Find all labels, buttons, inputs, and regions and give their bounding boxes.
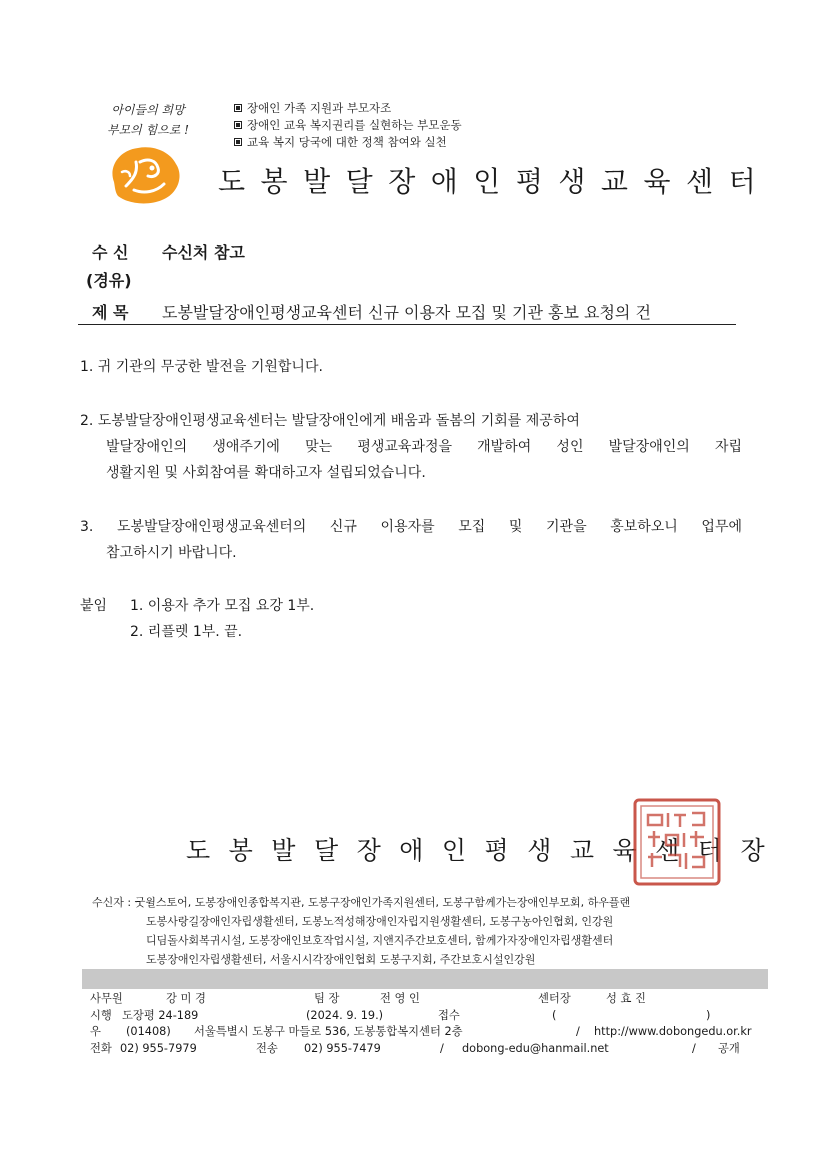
organization-logo-icon	[104, 142, 186, 208]
mission-item: 장애인 가족 지원과 부모자조	[234, 100, 462, 117]
attachment-item-1: 1. 이용자 추가 모집 요강 1부.	[130, 598, 315, 614]
checkbox-bullet-icon	[234, 121, 242, 129]
recipient-label: 수 신	[92, 243, 129, 262]
subject-value: 도봉발달장애인평생교육센터 신규 이용자 모집 및 기관 홍보 요청의 건	[162, 303, 651, 322]
mission-item: 장애인 교육 복지권리를 실현하는 부모운동	[234, 117, 462, 134]
paragraph-3-line-2: 참고하시기 바랍니다.	[106, 545, 237, 561]
email-link[interactable]: dobong-edu@hanmail.net	[462, 1041, 609, 1055]
organization-title: 도봉발달장애인평생교육센터	[218, 165, 772, 198]
approval-row	[90, 991, 770, 1008]
address-label: 우	[90, 1025, 101, 1038]
enforcement-row	[90, 1008, 770, 1025]
receipt-close: )	[706, 1008, 711, 1022]
slogan	[98, 100, 198, 140]
enforcement-number: 도장평 24-189	[122, 1008, 199, 1022]
paragraph-2-line-3: 생활지원 및 사회참여를 확대하고자 설립되었습니다.	[106, 465, 426, 481]
fax-number: 02) 955-7479	[304, 1041, 381, 1055]
tel-label: 전화	[90, 1041, 112, 1055]
paragraph-3-line-1: 3. 도봉발달장애인평생교육센터의 신규 이용자를 모집 및 기관을 홍보하오니 업무에	[80, 519, 742, 535]
checkbox-bullet-icon	[234, 138, 242, 146]
director-name: 성 효 진	[606, 992, 646, 1005]
paragraph-2-line-1: 2. 도봉발달장애인평생교육센터는 발달장애인에게 배움과 돌봄의 기회를 제공하여	[80, 413, 580, 429]
contact-separator: /	[692, 1041, 696, 1055]
via-label: (경유)	[86, 271, 132, 290]
slogan-line-1: 아이들의 희망	[111, 103, 185, 117]
checkbox-bullet-icon	[234, 104, 242, 112]
address-separator: /	[576, 1025, 580, 1038]
slogan-line-2: 부모의 힘으로 !	[106, 123, 189, 137]
document-footer	[90, 991, 770, 1057]
subject-label: 제 목	[92, 303, 129, 322]
tel-number: 02) 955-7979	[120, 1041, 197, 1055]
website-link[interactable]: http://www.dobongedu.or.kr	[594, 1025, 752, 1038]
director-label: 센터장	[538, 992, 571, 1005]
contact-row	[90, 1041, 770, 1058]
footer-separator-bar	[82, 969, 768, 989]
recipient-list-label: 수신자 :	[92, 896, 132, 909]
contact-separator: /	[440, 1041, 444, 1055]
recipient-value: 수신처 참고	[162, 243, 245, 262]
mission-list	[234, 100, 462, 151]
attachment-label: 붙임	[80, 598, 108, 614]
postal-code: (01408)	[126, 1025, 171, 1038]
recipient-list	[92, 893, 630, 969]
recipient-line: 도봉사랑길장애인자립생활센터, 도봉노적성해장애인자립지원생활센터, 도봉구농아인협회, 인강원	[146, 915, 614, 928]
paragraph-2-line-2: 발달장애인의 생애주기에 맞는 평생교육과정을 개발하여 성인 발달장애인의 자립	[106, 439, 742, 455]
team-leader-label: 팀 장	[314, 992, 340, 1005]
subject-divider	[78, 324, 736, 325]
mission-item: 교육 복지 당국에 대한 정책 참여와 실천	[234, 134, 462, 151]
receipt-open: (	[552, 1008, 557, 1022]
enforcement-date: (2024. 9. 19.)	[306, 1008, 384, 1022]
paragraph-1: 1. 귀 기관의 무궁한 발전을 기원합니다.	[80, 359, 323, 375]
official-seal-icon	[632, 797, 722, 887]
receipt-label: 접수	[438, 1008, 460, 1022]
disclosure-status: 공개	[718, 1041, 740, 1055]
signature-line: 도봉발달장애인평생교육센터장	[186, 836, 784, 865]
recipient-line: 디딤돌사회복귀시설, 도봉장애인보호작업시설, 지앤지주간보호센터, 함께가자장애인자립생활센터	[146, 934, 614, 947]
recipient-line: 수신자 : 굿윌스토어, 도봉장애인종합복지관, 도봉구장애인가족지원센터, 도봉구함께가는장애인부모회, 하우플랜	[92, 896, 631, 909]
enforcement-label: 시행	[90, 1008, 112, 1022]
team-leader-name: 전 영 인	[380, 992, 420, 1005]
staff-label: 사무원	[90, 992, 123, 1005]
attachment-item-2: 2. 리플렛 1부. 끝.	[130, 624, 243, 640]
staff-name: 강 미 경	[166, 992, 206, 1005]
address-row	[90, 1024, 770, 1041]
fax-label: 전송	[256, 1041, 278, 1055]
address: 서울특별시 도봉구 마들로 536, 도봉통합복지센터 2층	[194, 1025, 463, 1038]
recipient-line: 도봉장애인자립생활센터, 서울시시각장애인협회 도봉구지회, 주간보호시설인강원	[146, 953, 536, 966]
